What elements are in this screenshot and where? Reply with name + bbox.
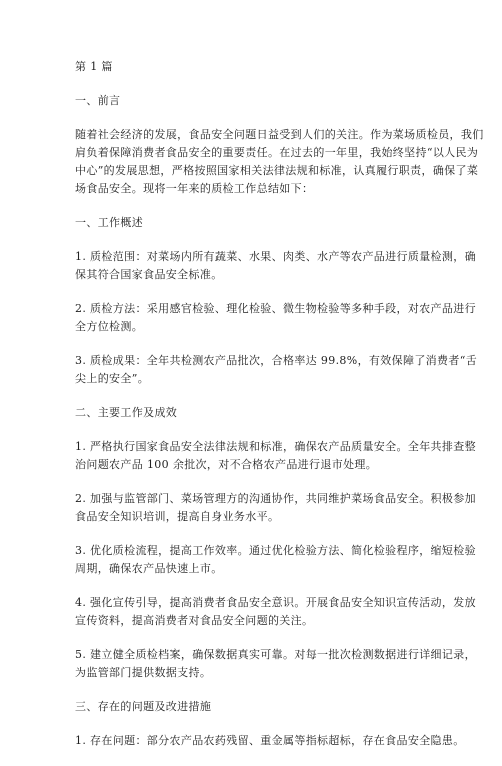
text-line: 1. 严格执行国家食品安全法律法规和标准，确保农产品质量安全。全年共排查整 [75,440,476,453]
text-line: 随着社会经济的发展，食品安全问题日益受到人们的关注。作为菜场质检员，我们 [75,128,484,141]
section-heading-work-overview: 一、工作概述 [75,216,144,229]
text-line: 尖上的安全”。 [75,372,150,385]
text-line: 治问题农产品 100 余批次，对不合格农产品进行退市处理。 [75,458,378,471]
list-item-main-work-3 [75,542,476,578]
text-line: 2. 质检方法：采用感官检验、理化检验、微生物检验等多种手段，对农产品进行 [75,302,476,315]
text-line: 2. 加强与监管部门、菜场管理方的沟通协作，共同维护菜场食品安全。积极参加 [75,492,476,505]
list-item-main-work-4 [75,594,476,630]
text-line: 4. 强化宣传引导，提高消费者食品安全意识。开展食品安全知识宣传活动，发放 [75,596,476,609]
list-item-inspection-results [75,352,478,388]
list-item-main-work-1 [75,438,476,474]
section-heading-main-work: 二、主要工作及成效 [75,406,178,419]
text-line: 中心”的发展思想，严格按照国家相关法律法规和标准，认真履行职责，确保了菜 [75,164,479,177]
paragraph-preface [75,126,484,198]
list-item-inspection-method [75,300,476,336]
text-line: 场食品安全。现将一年来的质检工作总结如下： [75,182,314,195]
text-line: 5. 建立健全质检档案，确保数据真实可靠。对每一批次检测数据进行详细记录， [75,648,476,661]
text-line: 全方位检测。 [75,320,144,333]
list-item-inspection-scope [75,248,476,284]
text-line: 1. 质检范围：对菜场内所有蔬菜、水果、肉类、水产等农产品进行质量检测，确 [75,250,476,263]
section-heading-preface: 一、前言 [75,94,121,107]
section-heading-problems: 三、存在的问题及改进措施 [75,700,212,713]
document-body [75,58,484,766]
text-line: 1. 存在问题：部分农产品农药残留、重金属等指标超标，存在食品安全隐患。 [75,734,465,747]
text-line: 为监管部门提供数据支持。 [75,666,212,679]
list-item-main-work-2 [75,490,476,526]
chapter-title: 第 1 篇 [75,60,113,73]
text-line: 肩负着保障消费者食品安全的重要责任。在过去的一年里，我始终坚持“以人民为 [75,146,479,159]
text-line: 保其符合国家食品安全标准。 [75,268,223,281]
text-line: 宣传资料，提高消费者对食品安全问题的关注。 [75,614,314,627]
text-line: 食品安全知识培训，提高自身业务水平。 [75,510,280,523]
text-line: 3. 优化质检流程，提高工作效率。通过优化检验方法、简化检验程序，缩短检验 [75,544,476,557]
text-line: 周期，确保农产品快速上市。 [75,562,223,575]
text-line: 3. 质检成果：全年共检测农产品批次，合格率达 99.8%，有效保障了消费者“舌 [75,354,478,367]
list-item-problem-1 [75,732,465,750]
list-item-main-work-5 [75,646,476,682]
